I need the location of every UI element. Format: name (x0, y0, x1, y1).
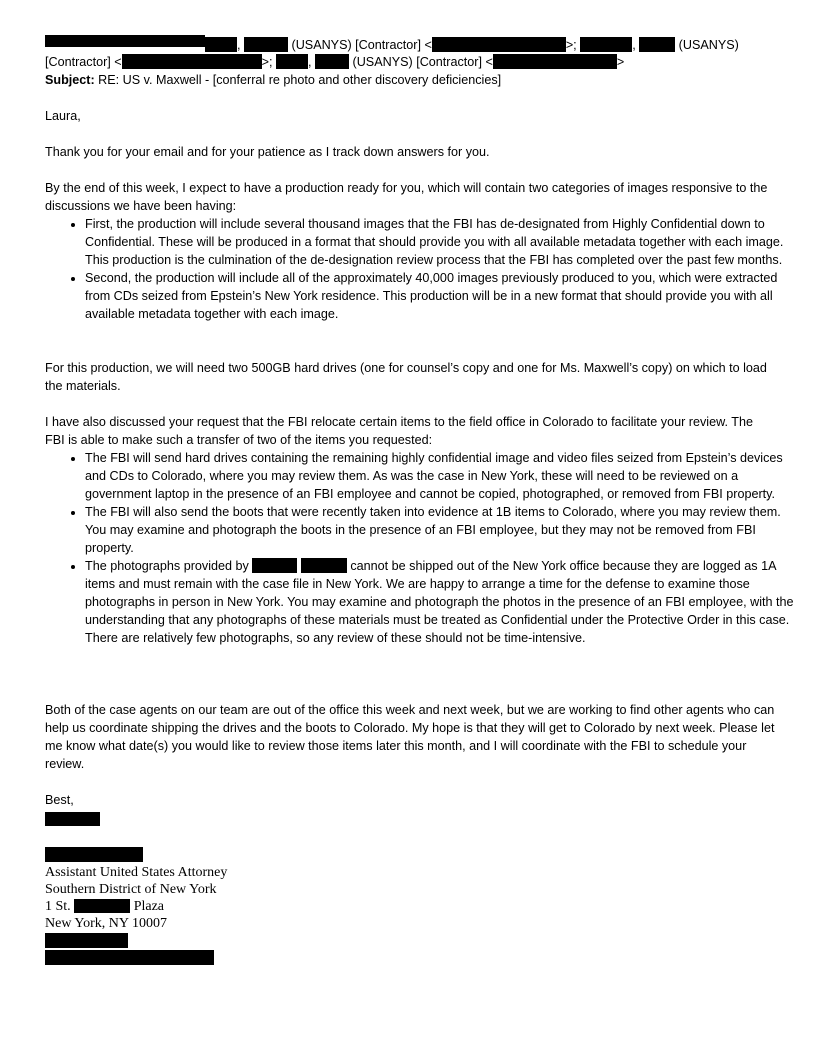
header-text: [Contractor] < (45, 55, 122, 69)
redaction-block (580, 37, 632, 52)
redaction-block (205, 37, 237, 52)
list-item-text: The photographs provided by (85, 559, 253, 573)
redaction-block (122, 54, 262, 69)
paragraph-5: Both of the case agents on our team are out of the office this week and next week, but we are working to find other agents who can help us coordinate shipping the drives and the boots to Colorado. My hope is that they will get to Colorado by next week. Please let me know what date(s) you would like to review those items later this month, and I will coordinate with the FBI to schedule your review. (45, 703, 775, 771)
redaction-block (493, 54, 617, 69)
redaction-block (45, 35, 205, 47)
list-item (85, 557, 797, 647)
redaction-block (244, 37, 288, 52)
header-comma: , (308, 55, 312, 69)
signature-title: Assistant United States Attorney (45, 865, 228, 880)
redaction-block (301, 558, 347, 573)
paragraph-3: For this production, we will need two 500GB hard drives (one for counsel’s copy and one for Ms. Maxwell’s copy) on which to load the materials. (45, 361, 767, 393)
subject-line (45, 71, 501, 89)
header-recipients-line-2 (45, 53, 624, 71)
paragraph-1: Thank you for your email and for your patience as I track down answers for you. (45, 145, 490, 159)
header-comma: , (237, 38, 241, 52)
redacted-phone (45, 933, 128, 948)
address-suffix: Plaza (130, 899, 165, 914)
redacted-name (45, 847, 143, 862)
paragraph-4: I have also discussed your request that the FBI relocate certain items to the field office in Colorado to facilitate your review. The FBI is able to make such a transfer of two of the items you requested: (45, 415, 753, 447)
header-text: >; (261, 55, 277, 69)
redaction-block (252, 558, 297, 573)
signature-city: New York, NY 10007 (45, 916, 167, 931)
header-text: (USANYS) (675, 38, 739, 52)
transfer-list (64, 449, 797, 647)
header-text: > (616, 55, 625, 69)
header-text: (USANYS) [Contractor] < (288, 38, 432, 52)
address-prefix: 1 St. (45, 899, 75, 914)
redacted-email (45, 950, 214, 965)
closing: Best, (45, 793, 74, 807)
paragraph-2: By the end of this week, I expect to have a production ready for you, which will contain two categories of images responsive to the discussions we have been having: (45, 181, 768, 213)
subject-label: Subject: (45, 73, 95, 87)
redaction-block (639, 37, 675, 52)
list-item: • First, the production will include several thousand images that the FBI has de-designated from Highly Confidential down to Confidential. These will be produced in a format that should provide you with all available metadata together with each image. This production is the culmination of the de-designation review process that the FBI has completed over the past few months. (85, 215, 797, 269)
redaction-block (315, 54, 349, 69)
list-item: • The FBI will send hard drives containing the remaining highly confidential image and video files seized from Epstein’s devices and CDs to Colorado, where you may review them. As was the case in New York, these will need to be reviewed on a government laptop in the presence of an FBI employee and cannot be copied, photographed, or removed from FBI property. (85, 449, 797, 503)
redaction-block (74, 899, 130, 913)
salutation: Laura, (45, 109, 81, 123)
signature-address (45, 898, 164, 915)
list-item-text: cannot be shipped out of the New York office because they are logged as 1A items and must remain with the case file in New York. We are happy to arrange a time for the defense to examine those photographs in person in New York. You may examine and photograph the photos in the presence of an FBI employee, with the understanding that any photographs of these materials must be treated as Confidential under the Protective Order in this case. There are relatively few photographs, so any review of these should not be time-intensive. (85, 559, 794, 645)
redacted-signature (45, 812, 100, 826)
production-list (64, 215, 797, 323)
list-item: • Second, the production will include all of the approximately 40,000 images previously produced to you, which were extracted from CDs seized from Epstein’s New York residence. This production will be in a new format that should provide you with all available metadata together with each image. (85, 269, 797, 323)
header-text: (USANYS) [Contractor] < (349, 55, 493, 69)
header-recipients-line-1 (45, 35, 739, 54)
redaction-block (276, 54, 308, 69)
list-item: • The FBI will also send the boots that were recently taken into evidence at 1B items to Colorado, where you may review them. You may examine and photograph the boots in the presence of an FBI employee, but they may not be removed from FBI property. (85, 503, 797, 557)
subject-value: RE: US v. Maxwell - [conferral re photo and other discovery deficiencies] (94, 73, 502, 87)
signature-office: Southern District of New York (45, 882, 217, 897)
header-text: >; (565, 38, 581, 52)
header-comma: , (632, 38, 636, 52)
redaction-block (432, 37, 566, 52)
